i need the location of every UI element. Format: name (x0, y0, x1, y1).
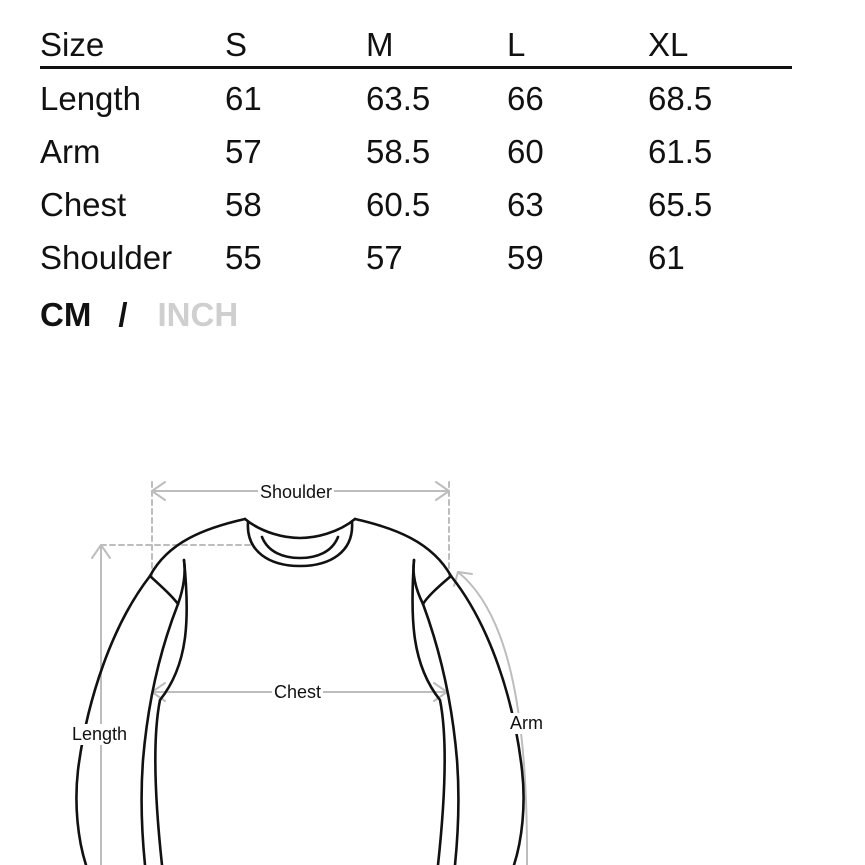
table-cell: 61 (225, 80, 262, 117)
table-cell: 65.5 (648, 186, 713, 223)
unit-separator: / (118, 296, 128, 333)
table-cell: 61 (648, 239, 685, 276)
table-cell: 57 (366, 239, 403, 276)
header-cell-l: L (507, 22, 648, 68)
row-label: Arm (40, 133, 101, 170)
table-cell: 58 (225, 186, 262, 223)
row-label: Chest (40, 186, 127, 223)
table-cell: 66 (507, 80, 544, 117)
chest-label: Chest (274, 682, 322, 702)
row-label: Shoulder (40, 239, 173, 276)
unit-cm-option[interactable]: CM (40, 296, 92, 333)
table-cell: 60.5 (366, 186, 431, 223)
header-cell-xl: XL (648, 22, 792, 68)
row-label: Length (40, 80, 141, 117)
table-cell: 60 (507, 133, 544, 170)
table-cell: 59 (507, 239, 544, 276)
shoulder-label: Shoulder (260, 482, 333, 502)
table-cell: 61.5 (648, 133, 713, 170)
length-label: Length (72, 724, 128, 744)
header-cell-size: Size (40, 22, 225, 68)
table-cell: 63 (507, 186, 544, 223)
header-cell-m: M (366, 22, 507, 68)
unit-inch-option[interactable]: INCH (157, 296, 239, 333)
table-cell: 63.5 (366, 80, 431, 117)
table-cell: 55 (225, 239, 262, 276)
table-cell: 58.5 (366, 133, 431, 170)
table-cell: 57 (225, 133, 262, 170)
arm-label: Arm (510, 713, 543, 733)
length-measure-line (92, 545, 250, 865)
table-cell: 68.5 (648, 80, 713, 117)
header-cell-s: S (225, 22, 366, 68)
